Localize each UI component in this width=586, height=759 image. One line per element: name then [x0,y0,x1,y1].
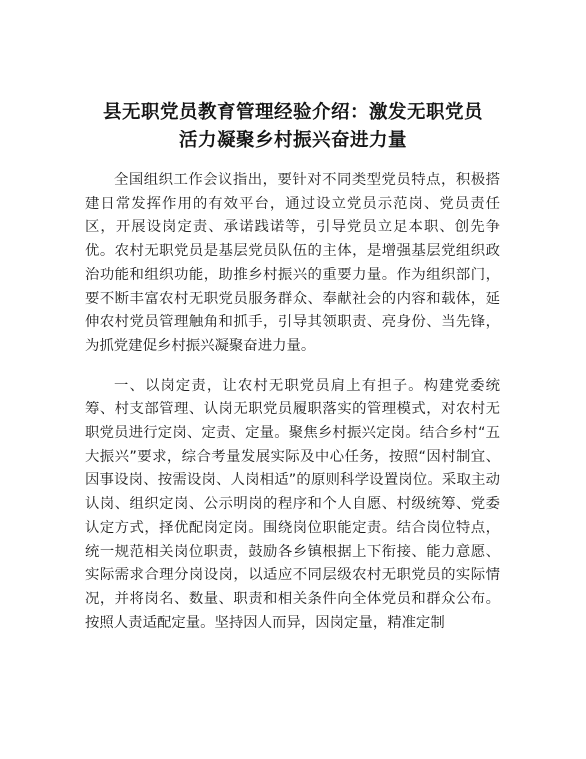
paragraph-section-1: 一、以岗定责，让农村无职党员肩上有担子。构建党委统筹、村支部管理、认岗无职党员履职落实的管理模式，对农村无职党员进行定岗、定责、定量。聚焦乡村振兴定岗。结合乡村“五大振兴”要求，综合考量发展实际及中心任务，按照“因村制宜、因事设岗、按需设岗、人岗相适”的原则科学设置岗位。采取主动认岗、组织定岗、公示明岗的程序和个人自愿、村级统筹、党委认定方式，择优配岗定岗。围绕岗位职能定责。结合岗位特点，统一规范相关岗位职责，鼓励各乡镇根据上下衔接、能力意愿、实际需求合理分岗设岗，以适应不同层级农村无职党员的实际情况，并将岗名、数量、职责和相关条件向全体党员和群众公布。按照人责适配定量。坚持因人而异，因岗定量，精准定制 [85,377,500,631]
title-line-1: 县无职党员教育管理经验介绍：激发无职党员 [102,102,483,123]
paragraph-intro: 全国组织工作会议指出，要针对不同类型党员特点，积极搭建日常发挥作用的有效平台，通过设立党员示范岗、党员责任区，开展设岗定责、承诺践诺等，引导党员立足本职、创先争优。农村无职党员是基层党员队伍的主体，是增强基层党组织政治功能和组织功能，助推乡村振兴的重要力量。作为组织部门，要不断丰富农村无职党员服务群众、奉献社会的内容和载体，延伸农村党员管理触角和抓手，引导其领职责、亮身份、当先锋，为抓党建促乡村振兴凝聚奋进力量。 [85,172,500,354]
document-title [70,99,516,155]
document-body [85,169,500,635]
title-line-2: 活力凝聚乡村振兴奋进力量 [178,130,407,151]
